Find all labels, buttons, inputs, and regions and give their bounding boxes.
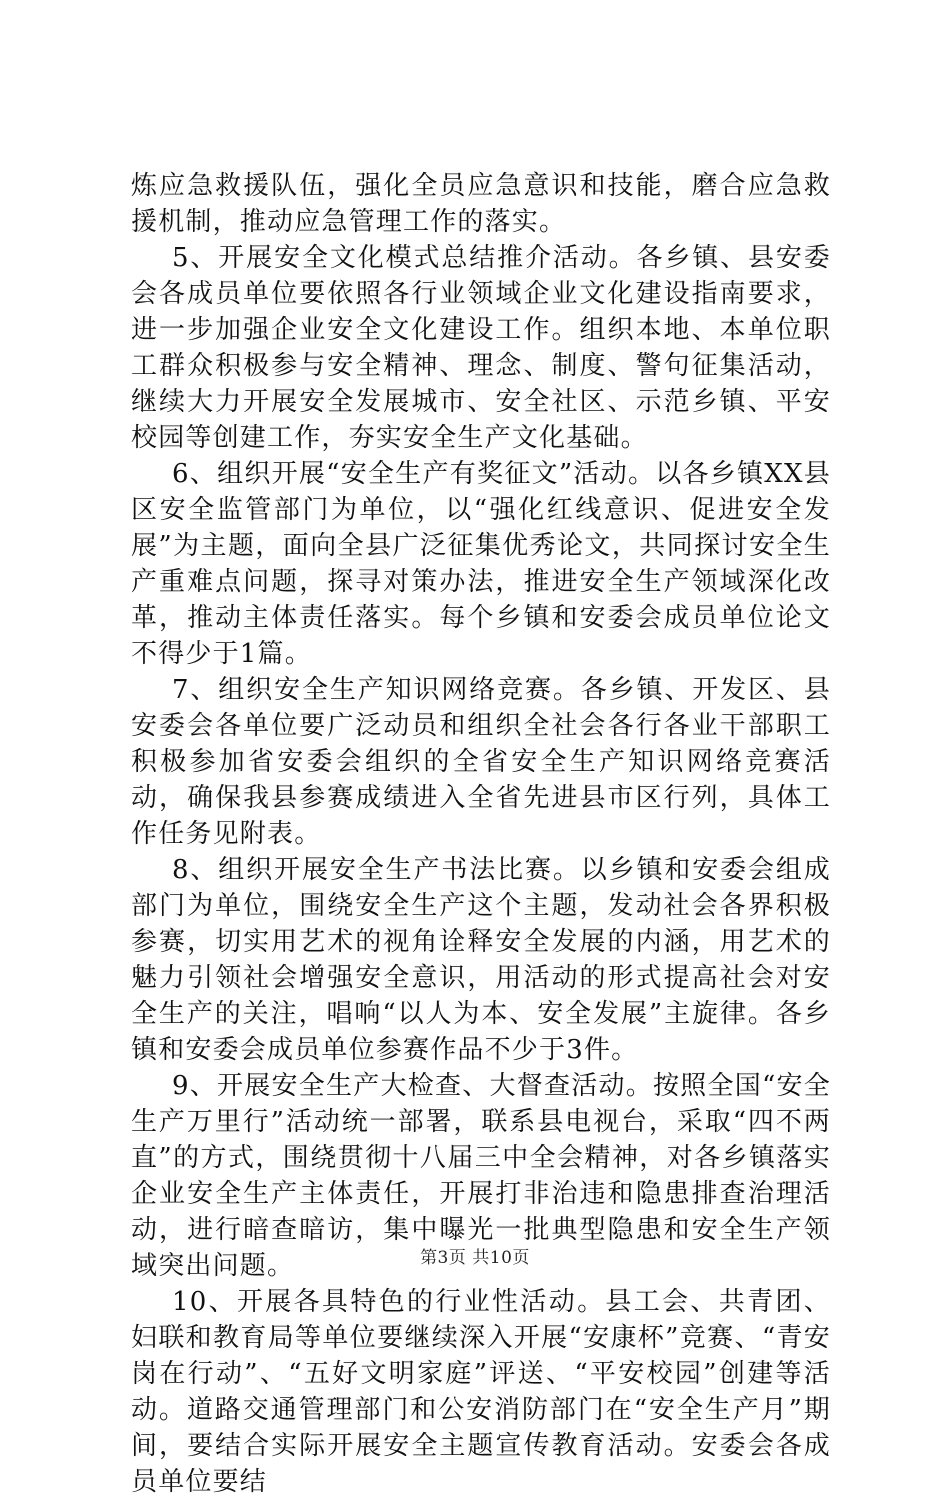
paragraph-item-8: 8、组织开展安全生产书法比赛。以乡镇和安委会组成部门为单位，围绕安全生产这个主题，发动社会各界积极参赛，切实用艺术的视角诠释安全发展的内涵，用艺术的魅力引领社会增强安全意识，用活动的形式提高社会对安全生产的关注，唱响“以人为本、安全发展”主旋律。各乡镇和安委会成员单位参赛作品不少于3件。: [131, 855, 831, 1065]
paragraph-continuation: 炼应急救援队伍，强化全员应急意识和技能，磨合应急救援机制，推动应急管理工作的落实。: [131, 171, 831, 237]
page-number-footer: 第3页 共10页: [420, 1248, 530, 1268]
document-body: [131, 168, 831, 1500]
paragraph-item-10: 10、开展各具特色的行业性活动。县工会、共青团、妇联和教育局等单位要继续深入开展“安康杯”竞赛、“青安岗在行动”、“五好文明家庭”评送、“平安校园”创建等活动。道路交通管理部门和公安消防部门在“安全生产月”期间，要结合实际开展安全主题宣传教育活动。安委会各成员单位要结: [131, 1287, 831, 1497]
paragraph-item-6: 6、组织开展“安全生产有奖征文”活动。以各乡镇XX县区安全监管部门为单位，以“强化红线意识、促进安全发展”为主题，面向全县广泛征集优秀论文，共同探讨安全生产重难点问题，探寻对策办法，推进安全生产领域深化改革，推动主体责任落实。每个乡镇和安委会成员单位论文不得少于1篇。: [131, 459, 831, 669]
paragraph-item-5: 5、开展安全文化模式总结推介活动。各乡镇、县安委会各成员单位要依照各行业领域企业文化建设指南要求，进一步加强企业安全文化建设工作。组织本地、本单位职工群众积极参与安全精神、理念、制度、警句征集活动，继续大力开展安全发展城市、安全社区、示范乡镇、平安校园等创建工作，夯实安全生产文化基础。: [131, 243, 831, 453]
paragraph-item-7: 7、组织安全生产知识网络竞赛。各乡镇、开发区、县安委会各单位要广泛动员和组织全社会各行各业干部职工积极参加省安委会组织的全省安全生产知识网络竞赛活动，确保我县参赛成绩进入全省先进县市区行列，具体工作任务见附表。: [131, 675, 831, 849]
paragraph-item-9: 9、开展安全生产大检查、大督查活动。按照全国“安全生产万里行”活动统一部署，联系县电视台，采取“四不两直”的方式，围绕贯彻十八届三中全会精神，对各乡镇落实企业安全生产主体责任，开展打非治违和隐患排查治理活动，进行暗查暗访，集中曝光一批典型隐患和安全生产领域突出问题。: [131, 1071, 831, 1281]
